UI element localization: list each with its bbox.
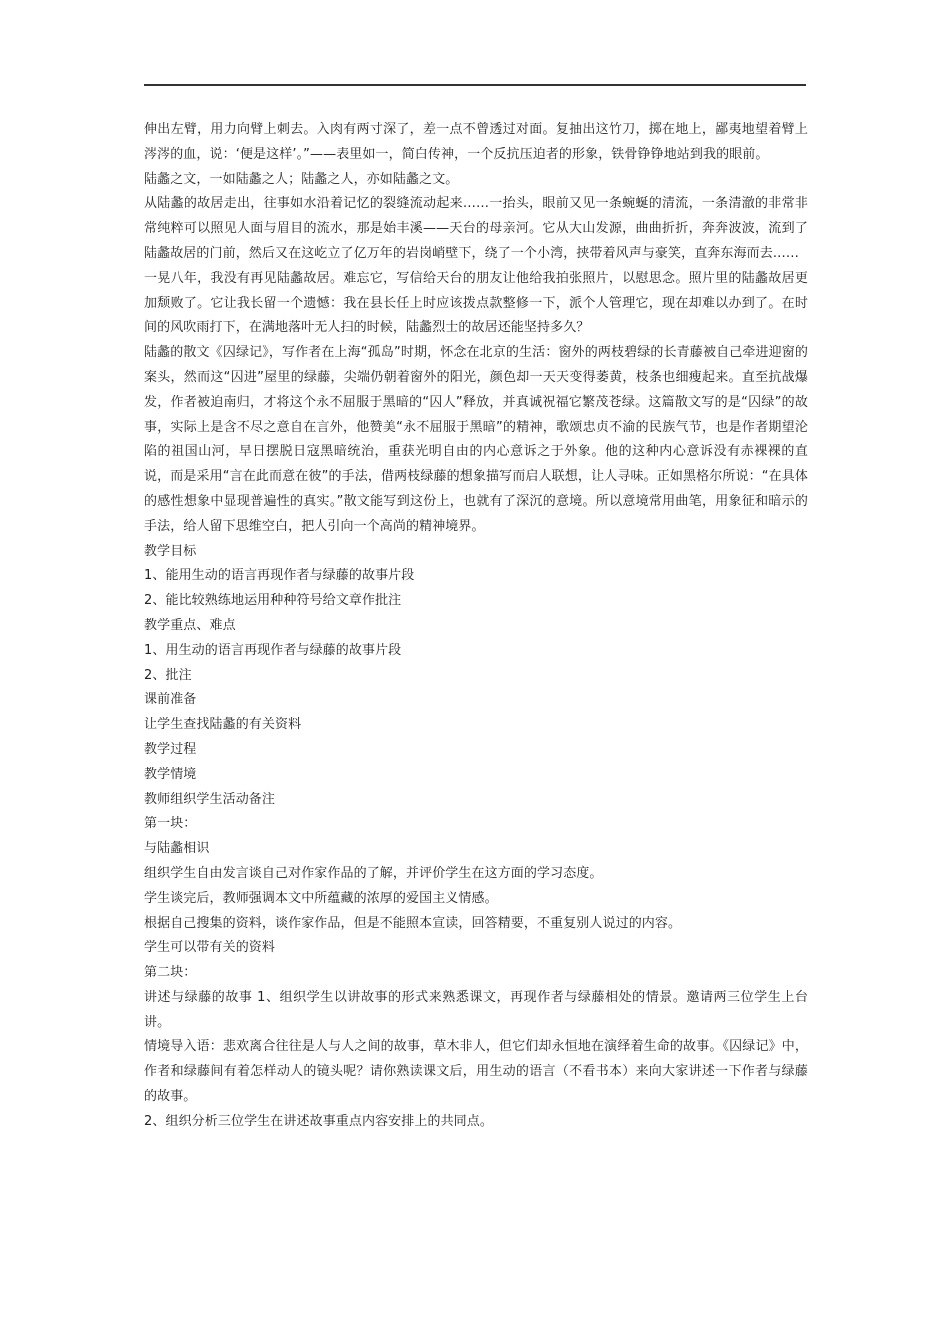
section-heading: 教学过程: [144, 741, 197, 757]
paragraph: 教师组织学生活动备注: [144, 791, 276, 807]
list-item: 1、能用生动的语言再现作者与绿藤的故事片段: [144, 568, 415, 584]
paragraph: 组织学生自由发言谈自己对作家作品的了解，并评价学生在这方面的学习态度。: [144, 865, 603, 881]
paragraph: 2、组织分析三位学生在讲述故事重点内容安排上的共同点。: [144, 1113, 493, 1129]
block-title: 与陆蠡相识: [144, 841, 210, 857]
section-heading: 课前准备: [144, 692, 197, 708]
section-heading: 教学目标: [144, 543, 197, 559]
paragraph: 学生可以带有关的资料: [144, 940, 276, 956]
section-heading: 教学情境: [144, 766, 197, 782]
list-item: 2、能比较熟练地运用种种符号给文章作批注: [144, 593, 402, 609]
paragraph: 讲述与绿藤的故事 1、组织学生以讲故事的形式来熟悉课文，再现作者与绿藤相处的情景。邀请两三位学生上台讲。: [144, 989, 808, 1030]
list-item: 2、批注: [144, 667, 192, 683]
paragraph: 学生谈完后，教师强调本文中所蕴藏的浓厚的爱国主义情感。: [144, 890, 498, 906]
document-body: [144, 118, 808, 1135]
paragraph: 陆蠡之文，一如陆蠡之人；陆蠡之人，亦如陆蠡之文。: [144, 171, 459, 187]
paragraph: 根据自己搜集的资料，谈作家作品，但是不能照本宣读，回答精要，不重复别人说过的内容。: [144, 915, 682, 931]
paragraph: 情境导入语：悲欢离合往往是人与人之间的故事，草木非人，但它们却永恒地在演绎着生命的故事。《囚绿记》中，作者和绿藤间有着怎样动人的镜头呢？请你熟读课文后，用生动的语言（不看书本）来向大家讲述一下作者与绿藤的故事。: [144, 1039, 808, 1105]
paragraph: 一晃八年，我没有再见陆蠡故居。难忘它，写信给天台的朋友让他给我拍张照片，以慰思念。照片里的陆蠡故居更加颓败了。它让我长留一个遗憾：我在县长任上时应该拨点款整修一下，派个人管理它，现在却难以办到了。在时间的风吹雨打下，在满地落叶无人扫的时候，陆蠡烈士的故居还能坚持多久？: [144, 270, 808, 336]
section-heading: 教学重点、难点: [144, 617, 236, 633]
paragraph: 让学生查找陆蠡的有关资料: [144, 717, 302, 733]
paragraph: 伸出左臂，用力向臂上刺去。入肉有两寸深了，差一点不曾透过对面。复抽出这竹刀，掷在地上，鄙夷地望着臂上涔涔的血，说：‘便是这样’。”——表里如一，简白传神，一个反抗压迫者的形象，铁骨铮铮地站到我的眼前。: [144, 122, 808, 162]
paragraph: 陆蠡的散文《囚绿记》，写作者在上海“孤岛”时期，怀念在北京的生活：窗外的两枝碧绿的长青藤被自己牵进迎窗的案头，然而这“囚进”屋里的绿藤，尖端仍朝着窗外的阳光，颜色却一天天变得萎黄，枝条也细瘦起来。直至抗战爆发，作者被迫南归，才将这个永不屈服于黑暗的“囚人”释放，并真诚祝福它繁茂苍绿。这篇散文写的是“囚绿”的故事，实际上是含不尽之意自在言外，他赞美“永不屈服于黑暗”的精神，歌颂忠贞不渝的民族气节，也是作者期望沦陷的祖国山河，早日摆脱日寇黑暗统治，重获光明自由的内心意诉之于外象。他的这种内心意诉没有赤裸裸的直说，而是采用“言在此而意在彼”的手法，借两枝绿藤的想象描写而启人联想，让人寻味。正如黑格尔所说：“在具体的感性想象中显现普遍性的真实。”散文能写到这份上，也就有了深沉的意境。所以意境常用曲笔，用象征和暗示的手法，给人留下思维空白，把人引向一个高尚的精神境界。: [144, 345, 808, 534]
block-label: 第一块：: [144, 816, 197, 832]
header-rule: [144, 84, 806, 86]
block-label: 第二块：: [144, 965, 197, 981]
paragraph: 从陆蠡的故居走出，往事如水沿着记忆的裂缝流动起来……一抬头，眼前又见一条蜿蜒的清流，一条清澈的非常非常纯粹可以照见人面与眉目的流水，那是始丰溪——天台的母亲河。它从大山发源，曲曲折折，奔奔波波，流到了陆蠡故居的门前，然后又在这屹立了亿万年的岩岗峭壁下，绕了一个小湾，挟带着风声与豪笑，直奔东海而去……: [144, 196, 808, 261]
list-item: 1、用生动的语言再现作者与绿藤的故事片段: [144, 642, 402, 658]
